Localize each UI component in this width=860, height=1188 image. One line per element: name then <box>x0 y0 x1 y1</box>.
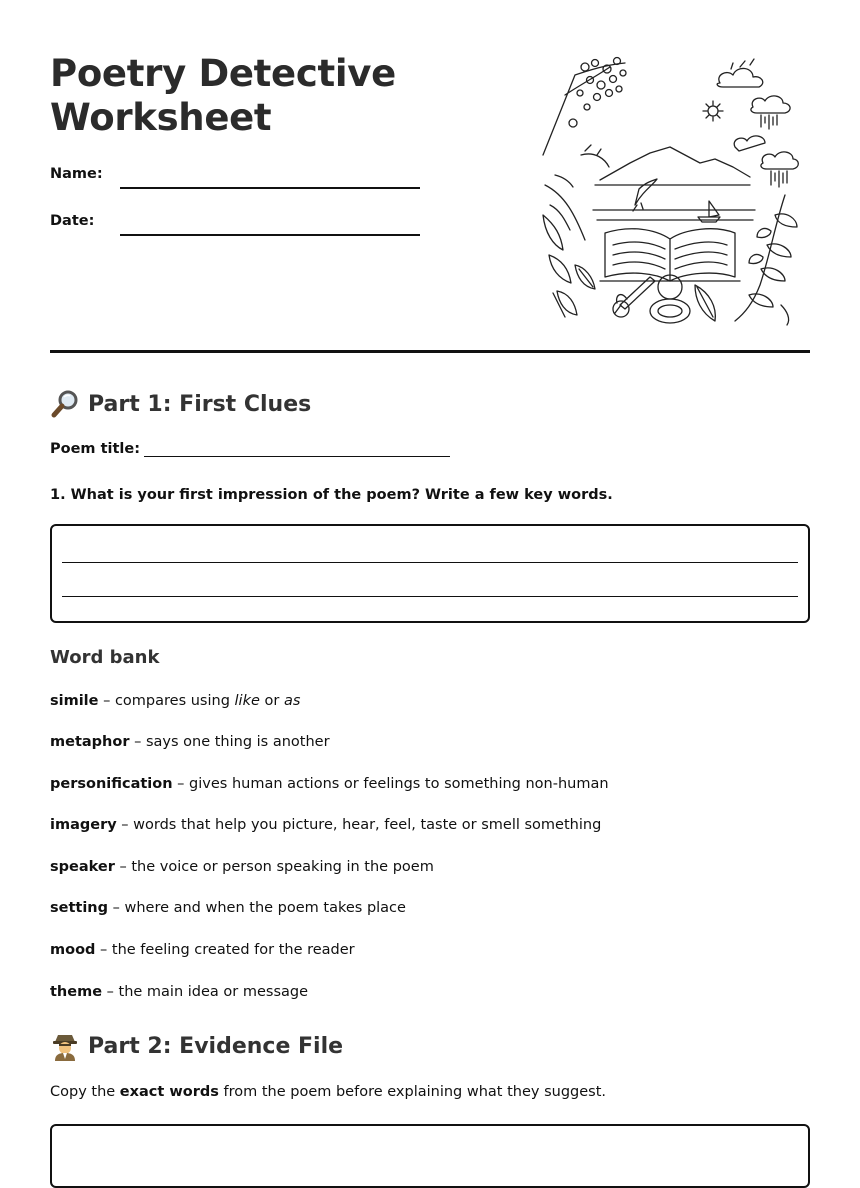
date-field[interactable] <box>120 234 420 236</box>
answer-line <box>62 562 798 563</box>
word-bank-term: setting <box>50 900 108 916</box>
detective-icon <box>50 1031 80 1061</box>
page-title: Poetry Detective Worksheet <box>50 52 396 139</box>
header-divider <box>50 350 810 353</box>
word-bank-term: imagery <box>50 817 117 833</box>
date-label: Date: <box>50 213 95 229</box>
word-bank-term: speaker <box>50 859 115 875</box>
word-bank-item: setting – where and when the poem takes place <box>50 900 406 916</box>
word-bank-item: metaphor – says one thing is another <box>50 734 330 750</box>
poetry-illustration <box>535 55 805 327</box>
word-bank-item: simile – compares using like or as <box>50 693 301 709</box>
word-bank-item: personification – gives human actions or feelings to something non-human <box>50 776 609 792</box>
first-impression-answer-box[interactable] <box>50 524 810 623</box>
poem-title-field[interactable] <box>144 442 450 457</box>
word-bank-heading: Word bank <box>50 647 160 668</box>
word-bank-term: simile <box>50 693 99 709</box>
part1-heading: Part 1: First Clues <box>50 389 311 419</box>
word-bank-term: metaphor <box>50 734 130 750</box>
evidence-answer-box[interactable] <box>50 1124 810 1188</box>
word-bank-item: theme – the main idea or message <box>50 984 309 1000</box>
name-field[interactable] <box>120 187 420 189</box>
part2-heading: Part 2: Evidence File <box>50 1031 343 1061</box>
word-bank-term: mood <box>50 942 96 958</box>
word-bank-item: speaker – the voice or person speaking in the poem <box>50 859 434 875</box>
part2-instructions: Copy the exact words from the poem before explaining what they suggest. <box>50 1084 606 1100</box>
word-bank-term: personification <box>50 776 173 792</box>
poem-title-row <box>50 441 450 457</box>
magnifying-glass-icon <box>50 389 80 419</box>
question-1: 1. What is your first impression of the poem? Write a few key words. <box>50 487 613 503</box>
name-label: Name: <box>50 166 103 182</box>
word-bank-item: imagery – words that help you picture, hear, feel, taste or smell something <box>50 817 602 833</box>
word-bank-term: theme <box>50 984 103 1000</box>
answer-line <box>62 596 798 597</box>
poem-title-label: Poem title: <box>50 441 141 457</box>
word-bank-item: mood – the feeling created for the reader <box>50 942 355 958</box>
